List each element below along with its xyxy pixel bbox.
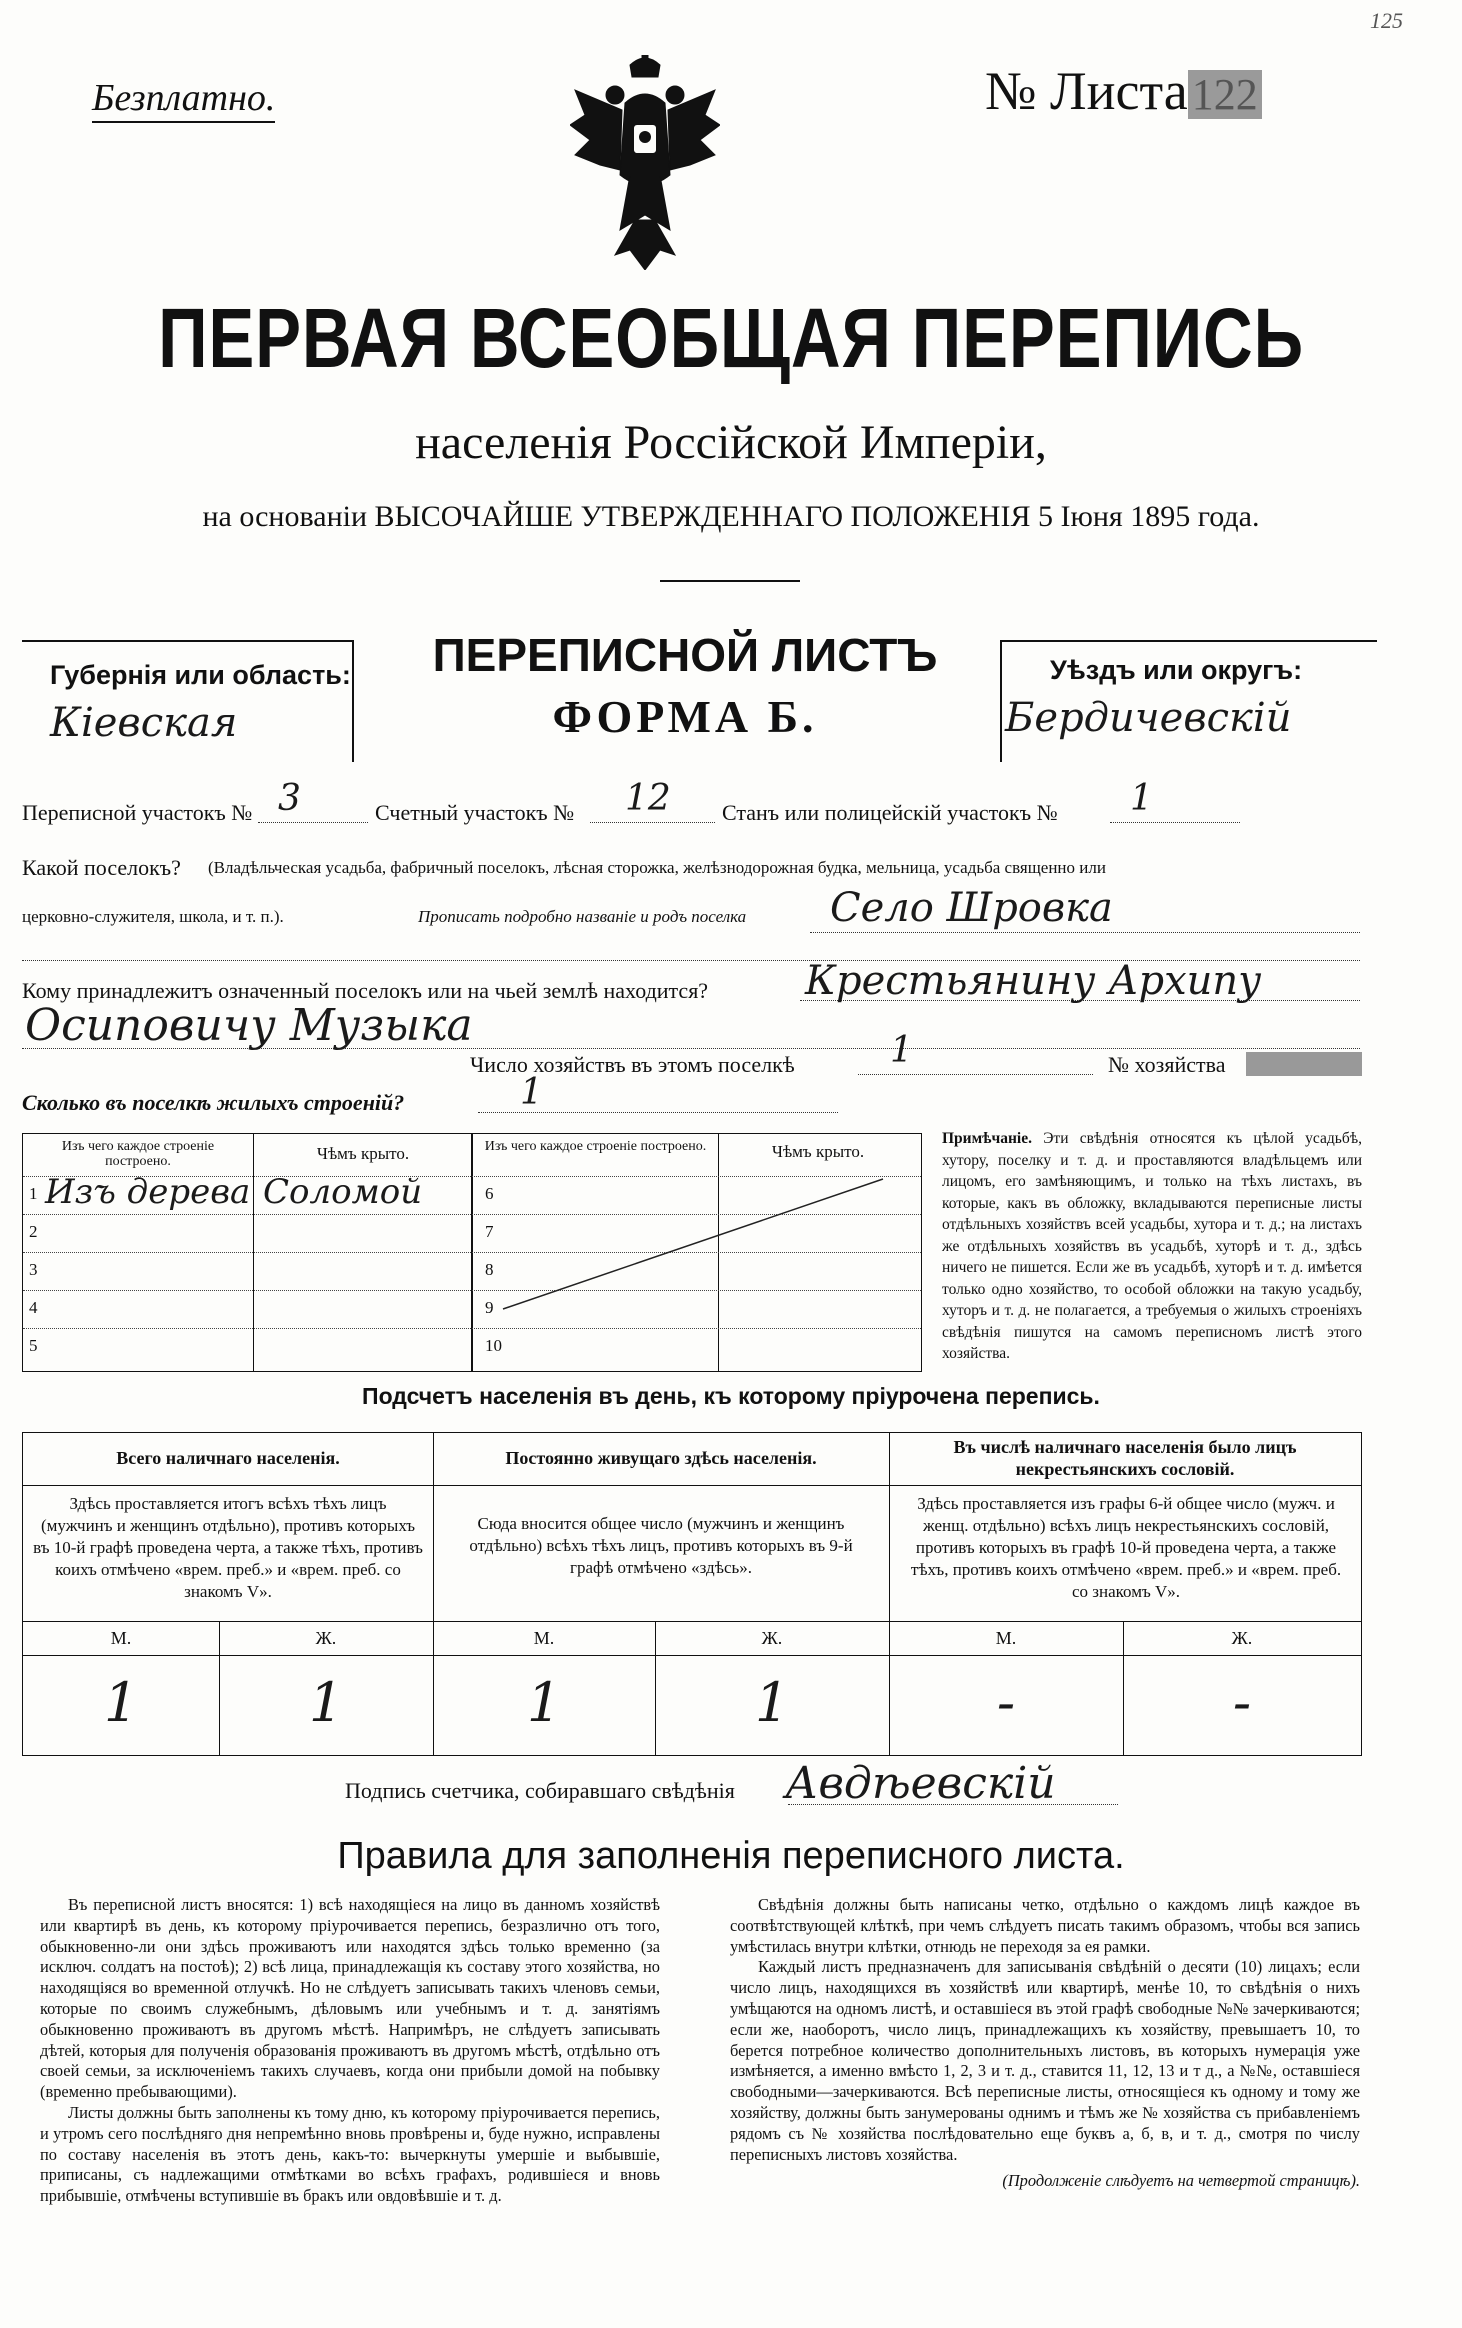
built-header-2: Изъ чего каждое строеніе построено. [484,1139,707,1154]
uezd-value[interactable]: Бердичевскій [1005,695,1292,741]
household-number-label: № хозяйства [1108,1052,1226,1077]
row-number: 8 [485,1260,494,1279]
female-label: Ж. [761,1628,783,1648]
census-district-line [258,822,368,823]
row-number: 3 [29,1260,38,1279]
settlement-label: Какой поселокъ? [22,855,181,880]
population-col-2-desc: Сюда вносится общее число (мужчинъ и женщинъ отдѣльно) всѣхъ тѣхъ лицъ, противъ которыхъ въ 9-й графѣ отмѣчено «здѣсь». [469,1514,853,1577]
rules-paragraph: Свѣдѣнія должны быть написаны четко, отдѣльно о каждомъ лицѣ каждое въ соотвѣтствующей клѣткѣ, при чемъ слѣдуетъ писать такимъ образомъ, чтобы вся запись умѣстилась внутри клѣтки, отнюдь не переходя за ея рамки. [730,1895,1360,1956]
population-table [22,1432,1362,1756]
double-headed-eagle-emblem-icon [570,55,720,270]
row-divider [23,1485,1361,1486]
row-number: 2 [29,1222,38,1241]
resident-male-value[interactable]: 1 [526,1671,562,1734]
settlement-value[interactable]: Село Шровка [830,885,1113,931]
rules-left-column [40,1895,660,2207]
non-peasant-male-value[interactable]: - [996,1671,1016,1734]
stan-value[interactable]: 1 [1130,778,1153,819]
rules-paragraph: Каждый листъ предназначенъ для записыванія свѣдѣній о десяти (10) лицахъ; если число лицъ, находящихся въ хозяйствѣ или квартирѣ, менѣе 10, то свѣдѣнія о нихъ умѣщаются на одномъ листѣ, и оставшіеся въ этой графѣ свободные №№ зачеркиваются; если же, наоборотъ, число лицъ, принадлежащихъ къ хозяйству, превышаетъ 10, то берется потребное количество дополнительныхъ листовъ, въ которыхъ нумерація уже измѣняется, а именно вмѣсто 1, 2, 3 и т. д., ставится 11, 12, 13 и т д., а №№, оставшіеся свободными—зачеркиваются. Всѣ переписные листы, относящіеся къ одному и тому же хозяйству, должны быть занумерованы однимъ и тѣмъ же № хозяйства съ прибавленіемъ рядомъ съ № хозяйства послѣдовательно еще буквъ а, б, в, и т. д., смотря по числу переписныхъ листовъ хозяйства. [730,1957,1360,2164]
page-title: ПЕРВАЯ ВСЕОБЩАЯ ПЕРЕПИСЬ [158,291,1304,385]
sheet-number-label: № Листа [985,61,1188,121]
row-divider [23,1655,1361,1656]
total-male-value[interactable]: 1 [103,1671,139,1734]
population-col-3-head: Въ числѣ наличнаго населенія было лицъ некрестьянскихъ сословій. [953,1437,1297,1479]
male-label: М. [110,1628,132,1648]
rules-paragraph: Въ переписной листъ вносятся: 1) всѣ находящіеся на лицо въ данномъ хозяйствѣ или квартирѣ въ день, къ которому пріурочивается перепись, безразлично отъ того, обыкновенно-ли они здѣсь проживаютъ или находятся здѣсь только временно (за исключ. солдатъ на постоѣ); 2) всѣ лица, принадлежащія къ составу этого хозяйства, но находящіяся во временной отлучкѣ. Но не слѣдуетъ записывать такихъ членовъ семьи, которые по своимъ служебнымъ, дѣловымъ или учебнымъ и т. д. занятіямъ обыкновенно проживаютъ въ другомъ мѣстѣ. Напримѣръ, не слѣдуетъ записывать дѣтей, которыя для полученія образованія проживаютъ въ другомъ мѣстѣ, отдѣльно отъ своей семьи, за исключеніемъ такихъ случаевъ, когда они прибыли домой на побывку (временно пребывающими). [40,1895,660,2102]
row-1-roof[interactable]: Соломой [263,1172,423,1212]
population-title: Подсчетъ населенія въ день, къ которому пріурочена перепись. [362,1383,1100,1409]
rules-right-column [730,1895,1360,2192]
row-number: 4 [29,1298,38,1317]
table-row [23,1328,921,1329]
basis-line: на основаніи ВЫСОЧАЙШЕ УТВЕРЖДЕННАГО ПОЛОЖЕНІЯ 5 Іюня 1895 года. [202,500,1260,533]
built-header: Изъ чего каждое строеніе построено. [61,1139,215,1169]
population-col-1-head: Всего наличнаго населенія. [116,1448,340,1468]
row-divider [23,1621,1361,1622]
stan-label: Станъ или полицейскій участокъ № [722,800,1058,825]
free-label: Безплатно. [92,75,275,123]
settlement-instruction: Прописать подробно названіе и родъ поселка [418,907,747,926]
non-peasant-female-value[interactable]: - [1232,1671,1252,1734]
male-label: М. [533,1628,555,1648]
row-number: 9 [485,1298,494,1317]
row-number: 1 [29,1184,38,1203]
population-col-2-head: Постоянно живущаго здѣсь населенія. [505,1448,817,1468]
stan-line [1110,822,1240,823]
page-subtitle: населенія Россійской Имперіи, [415,416,1047,469]
roof-header-2: Чѣмъ крыто. [771,1142,865,1161]
continued-note: (Продолженіе слѣдуетъ на четвертой страницѣ). [1002,2171,1360,2191]
divider [660,580,800,582]
roof-header: Чѣмъ крыто. [316,1144,410,1163]
uezd-label: Уѣздъ или округъ: [1050,655,1303,685]
settlement-line [810,932,1360,933]
owner-label: Кому принадлежитъ означенный поселокъ или на чьей землѣ находится? [22,978,709,1003]
total-female-value[interactable]: 1 [308,1671,344,1734]
sheet-number [985,60,1262,122]
population-col-1-desc: Здѣсь проставляется итогъ всѣхъ тѣхъ лицъ (мужчинъ и женщинъ отдѣльно), противъ которыхъ въ 10-й графѣ проведена черта, а также тѣхъ, противъ коихъ отмѣчено «врем. преб.» и «врем. преб. со знакомъ V». [33,1494,423,1601]
rules-title: Правила для заполненія переписного листа. [337,1835,1125,1877]
note [942,1128,1362,1365]
owner-value-2[interactable]: Осиповичу Музыка [25,1000,473,1051]
population-col-3-desc: Здѣсь проставляется изъ графы 6-й общее число (мужч. и женщ. отдѣльно) всѣхъ лицъ некрестьянскихъ сословій, противъ которыхъ въ графѣ 10-й проведена черта, а также тѣхъ, противъ коихъ отмѣчено «врем. преб.» и «врем. преб. со знакомъ V». [910,1494,1342,1601]
resident-female-value[interactable]: 1 [754,1671,790,1734]
row-1-built[interactable]: Изъ дерева [45,1172,251,1212]
row-number: 5 [29,1336,38,1355]
households-value[interactable]: 1 [890,1030,913,1071]
strike-through-line [483,1174,903,1314]
row-number: 10 [485,1336,502,1355]
buildings-count-label: Сколько въ поселкѣ жилыхъ строеній? [22,1090,405,1115]
gubernia-label: Губернія или область: [50,660,351,690]
census-district-value[interactable]: 3 [278,778,301,819]
sheet-title: ПЕРЕПИСНОЙ ЛИСТЪ [432,629,938,681]
counting-district-line [590,822,715,823]
households-line [858,1074,1093,1075]
buildings-table [22,1133,922,1372]
row-number: 6 [485,1184,494,1203]
rules-paragraph: Листы должны быть заполнены къ тому дню, къ которому пріурочивается перепись, и утромъ сего послѣдняго дня непремѣнно вновь провѣрены и, буде нужно, исправлены по составу населенія въ этотъ день, какъ-то: вычеркнуты умершіе и выбывшіе, приписаны, съ надлежащими отмѣтками во всѣхъ графахъ, родившіеся и вновь прибывшіе, отмѣчены вступившіе въ бракъ или овдовѣвшіе и т. д. [40,2102,660,2206]
owner-value-1[interactable]: Крестьянину Архипу [805,958,1262,1004]
form-title: ФОРМА Б. [552,691,818,742]
note-text: Эти свѣдѣнія относятся къ цѣлой усадьбѣ, хутору, поселку и т. д. и проставляются владѣльцемъ или лицомъ, его замѣняющимъ, и только на тѣхъ листахъ, въ которые, какъ въ обложку, вкладываются переписные листы отдѣльныхъ хозяйствъ всей усадьбы, хутора и т. д.; на листахъ же отдѣльныхъ хозяйствъ въ усадьбѣ, хуторѣ и т. д., здѣсь ничего не пишется. Если же въ усадьбѣ, хуторѣ и т. д. имѣется только одно хозяйство, то особой обложки на такую усадьбу, хуторъ и т. д. не полагается, а требуемыя о жилыхъ строеніяхъ свѣдѣнія пишутся на самомъ переписномъ листѣ этого хозяйства. [942,1130,1362,1362]
buildings-count-value[interactable]: 1 [520,1072,543,1113]
counting-district-label: Счетный участокъ № [375,800,575,825]
sheet-number-value: 122 [1188,70,1262,119]
counting-district-value[interactable]: 12 [625,778,671,819]
gubernia-value[interactable]: Кіевская [50,700,238,746]
note-title: Примѣчаніе. [942,1130,1032,1147]
households-label: Число хозяйствъ въ этомъ поселкѣ [470,1052,795,1077]
census-district-label: Переписной участокъ № [22,800,253,825]
male-label: М. [995,1628,1017,1648]
female-label: Ж. [315,1628,337,1648]
signature-label: Подпись счетчика, собиравшаго свѣдѣнія [345,1778,735,1803]
settlement-hint: (Владѣльческая усадьба, фабричный поселокъ, лѣсная сторожка, желѣзнодорожная будка, мельница, усадьба священно или [208,858,1106,877]
female-label: Ж. [1231,1628,1253,1648]
signature-value[interactable]: Авдѣевскій [785,1758,1056,1809]
settlement-hint-2: церковно-служителя, школа, и т. п.). [22,907,284,926]
household-number-redacted [1246,1052,1362,1076]
row-number: 7 [485,1222,494,1241]
corner-mark: 125 [1370,8,1403,33]
